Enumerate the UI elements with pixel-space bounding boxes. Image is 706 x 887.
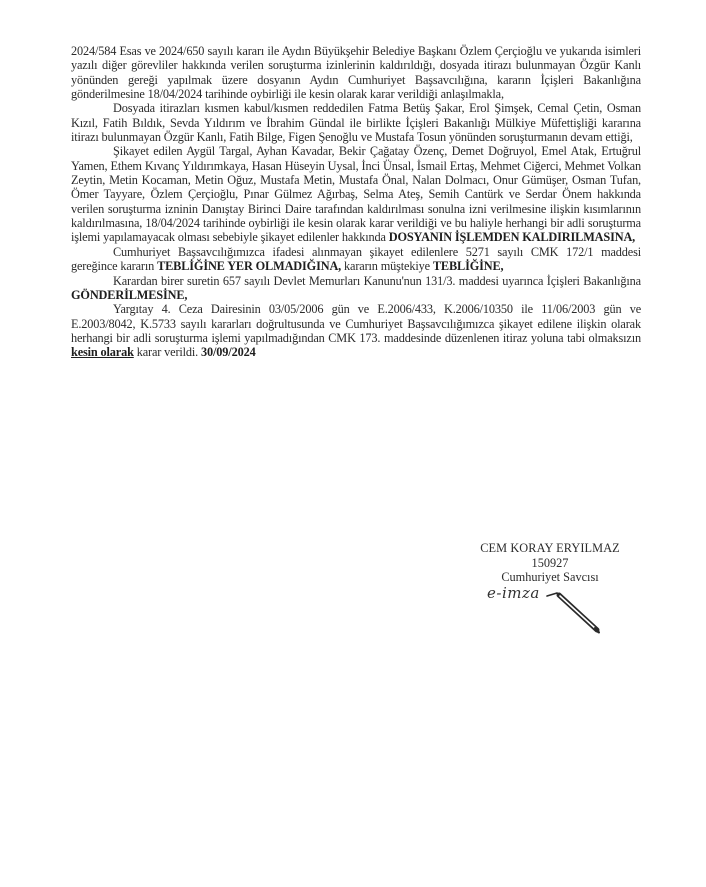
prosecutor-name: CEM KORAY ERYILMAZ — [480, 541, 620, 555]
signature-block — [470, 541, 630, 585]
e-signature — [487, 584, 617, 634]
paragraph-investigation-permissions — [71, 44, 641, 101]
paragraph-text: Dosyada itirazları kısmen kabul/kısmen reddedilen Fatma Betüş Şakar, Erol Şimşek, Cemal Çetin, Osman Kızıl, Fatih Bıldık, Sevda Yıldırım ve İbrahim Gündal ile birlikte İçişleri Bakanlığı Mülkiye Müfettişliği kararına itirazı bulunmayan Özgür Kanlı, Fatih Bilge, Figen Şenoğlu ve Mustafa Tosun yönünden soruşturmanın devam ettiği, — [71, 101, 641, 145]
paragraph-objections — [71, 101, 641, 144]
decision-date: 30/09/2024 — [201, 345, 256, 360]
decision-notify-complainant: TEBLİĞİNE, — [432, 259, 504, 274]
paragraph-text: Karardan birer suretin 657 sayılı Devlet Memurları Kanunu'nun 131/3. maddesi uyarınca İçişleri Bakanlığına — [113, 273, 641, 288]
registry-number: 150927 — [531, 555, 569, 570]
paragraph-text: kararın müştekiye — [341, 259, 433, 274]
paragraph-send-ministry — [71, 274, 641, 303]
paragraph-final-decision — [71, 302, 641, 359]
decision-dismissal: DOSYANIN İŞLEMDEN KALDIRILMASINA, — [388, 230, 636, 245]
paragraph-text: karar verildi. — [133, 345, 202, 360]
paragraph-text: 2024/584 Esas ve 2024/650 sayılı kararı ile Aydın Büyükşehir Belediye Başkanı Özlem Çerçioğlu ve yukarıda isimleri yazılı diğer görevliler hakkında verilen soruşturma izinlerinin kaldırıldığı, dosyada itirazı bulunmayan Özgür Kanlı yönünden gereği yapılmak üzere dosyanın Aydın Cumhuriyet Başsavcılığına, kararın İçişleri Bakanlığına gönderilmesine 18/04/2024 tarihinde oybirliği ile kesin olarak karar verildiği anlaşılmakla, — [71, 44, 641, 102]
paragraph-notification — [71, 245, 641, 274]
decision-no-notification: TEBLİĞİNE YER OLMADIĞINA, — [157, 259, 342, 274]
e-signature-label: e-imza — [487, 584, 540, 602]
paragraph-complained-persons — [71, 144, 641, 244]
paragraph-text: Şikayet edilen Aygül Targal, Ayhan Kavadar, Bekir Çağatay Özenç, Demet Doğruyol, Emel Atak, Ertuğrul Yamen, Ethem Kıvanç Yıldırımkaya, Hasan Hüseyin Uysal, İnci Ünsal, İsmail Ertaş, Mehmet Ciğerci, Mehmet Volkan Zeytin, Metin Kocaman, Metin Oğuz, Mustafa Metin, Mustafa Önal, Nalan Dolmacı, Onur Gümüşer, Osman Tufan, Ömer Tayyare, Özlem Çerçioğlu, Pınar Gülmez Ağırbaş, Selma Ateş, Semih Cantürk ve Serdar Önem hakkında verilen soruşturma izninin Danıştay Birinci Daire tarafından kaldırılması sonulna izni verilmesine ilişkin kısımlarının kaldırılmasına, 18/04/2024 tarihinde oybirliği ile kesin olarak karar verildiği ve bu haliyle herhangi bir adli soruşturma işlemi yapılamayacak olması sebebiyle şikayet edilenler hakkında — [71, 144, 641, 245]
paragraph-text: Yargıtay 4. Ceza Dairesinin 03/05/2006 gün ve E.2006/433, K.2006/10350 ile 11/06/2003 gün ve E.2003/8042, K.5733 sayılı kararları doğrultusunda ve Cumhuriyet Başsavcılığımızca şikayet edilene ilişkin olarak herhangi bir adli soruşturma işlemi yapılmadığından CMK 173. maddesinde düzenlenen itiraz yoluna tabi olmaksızın — [71, 302, 641, 345]
prosecutor-title: Cumhuriyet Savcısı — [501, 570, 599, 584]
document-body — [71, 44, 641, 360]
decision-final-emphasis: kesin olarak — [71, 345, 134, 360]
decision-send: GÖNDERİLMESİNE, — [71, 287, 188, 302]
pen-icon — [529, 586, 619, 636]
paragraph-text: Cumhuriyet Başsavcılığımızca ifadesi alınmayan şikayet edilenlere 5271 sayılı CMK 172/1 maddesi gereğince kararın — [71, 244, 641, 274]
